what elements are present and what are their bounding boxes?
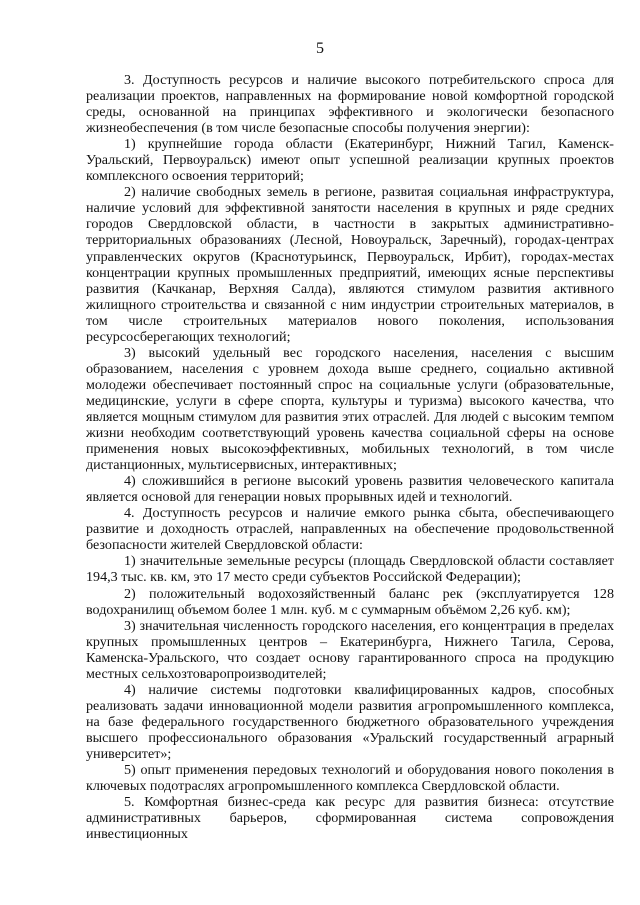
paragraph-item-4-5: 5) опыт применения передовых технологий и оборудования нового поколения в ключевых подотраслях агропромышленного комплекса Свердловской области. <box>86 762 614 795</box>
paragraph-item-4-1: 1) значительные земельные ресурсы (площадь Свердловской области составляет 194,3 тыс. кв. км, это 17 место среди субъектов Российской Федерации); <box>86 553 614 586</box>
paragraph-item-3-4: 4) сложившийся в регионе высокий уровень развития человеческого капитала является основой для генерации новых прорывных идей и технологий. <box>86 473 614 506</box>
paragraph-item-4-4: 4) наличие системы подготовки квалифицированных кадров, способных реализовать задачи инновационной модели развития агропромышленного комплекса, на базе федерального государственного бюджетного образовательного учреждения высшего профессионального образования «Уральский государственный аграрный университет»; <box>86 681 614 762</box>
paragraph-item-3-intro: 3. Доступность ресурсов и наличие высокого потребительского спроса для реализации проектов, направленных на формирование новой комфортной городской среды, основанной на принципах эффективного и экологически безопасного жизнеобеспечения (в том числе безопасные способы получения энергии): <box>86 72 614 137</box>
paragraph-item-3-1: 1) крупнейшие города области (Екатеринбург, Нижний Тагил, Каменск-Уральский, Первоуральск) имеют опыт успешной реализации крупных проектов комплексного освоения территорий; <box>86 136 614 185</box>
paragraph-item-4-3: 3) значительная численность городского населения, его концентрация в пределах крупных промышленных центров – Екатеринбурга, Нижнего Тагила, Серова, Каменска-Уральского, что создает основу гарантированного спроса на продукцию местных сельхозтоваропроизводителей; <box>86 617 614 682</box>
paragraph-item-3-2: 2) наличие свободных земель в регионе, развитая социальная инфраструктура, наличие условий для эффективной занятости населения в крупных и ряде средних городов Свердловской области, в частности в закрытых административно-территориальных образованиях (Лесной, Новоуральск, Заречный), городах-центрах управленческих округов (Краснотурьинск, Первоуральск, Ирбит), городах-местах концентрации крупных промышленных предприятий, имеющих ясные перспективы развития (Качканар, Верхняя Салда), являются стимулом развития активного жилищного строительства и связанной с ним индустрии строительных материалов, в том числе строительных материалов нового поколения, использования ресурсосберегающих технологий; <box>86 184 614 345</box>
page-number: 5 <box>316 40 324 57</box>
paragraph-item-5-intro: 5. Комфортная бизнес-среда как ресурс для развития бизнеса: отсутствие административных барьеров, сформированная система сопровождения инвестиционных <box>86 794 614 843</box>
document-body <box>86 72 614 842</box>
paragraph-item-4-intro: 4. Доступность ресурсов и наличие емкого рынка сбыта, обеспечивающего развитие и доходность отраслей, направленных на обеспечение продовольственной безопасности жителей Свердловской области: <box>86 505 614 554</box>
paragraph-item-4-2: 2) положительный водохозяйственный баланс рек (эксплуатируется 128 водохранилищ объемом более 1 млн. куб. м с суммарным объёмом 2,26 куб. км); <box>86 585 614 618</box>
paragraph-item-3-3: 3) высокий удельный вес городского населения, населения с высшим образованием, населения с уровнем дохода выше среднего, социально активной молодежи обеспечивает постоянный спрос на социальные услуги (образовательные, медицинские, услуги в сфере спорта, культуры и туризма) высокого качества, что является мощным стимулом для развития этих отраслей. Для людей с высоким темпом жизни необходим соответствующий уровень качества социальной сферы на основе применения новых высокоэффективных, мобильных технологий, в том числе дистанционных, мультисервисных, интерактивных; <box>86 344 614 474</box>
